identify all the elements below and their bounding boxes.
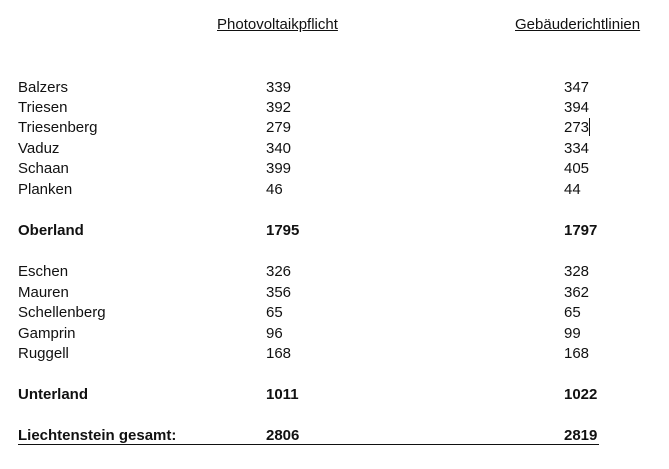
gebaeude-value: 44	[564, 181, 581, 198]
gebaeude-value: 328	[564, 263, 590, 280]
grand-total-label: Liechtenstein gesamt:	[18, 427, 177, 444]
gebaeude-grand-total: 2819	[564, 427, 598, 444]
table-row	[0, 78, 669, 98]
photovoltaik-value: 399	[266, 160, 292, 177]
photovoltaik-total: 1011	[266, 386, 299, 403]
photovoltaik-value: 168	[266, 345, 292, 362]
table-row	[0, 303, 669, 323]
municipality-name: Balzers	[18, 79, 69, 96]
region-name: Unterland	[18, 386, 89, 403]
table-row	[0, 118, 669, 138]
grand-total-underline	[18, 444, 599, 445]
header-photovoltaikpflicht: Photovoltaikpflicht	[217, 16, 338, 33]
photovoltaik-value: 46	[266, 181, 283, 198]
gebaeude-total: 1797	[564, 222, 598, 239]
municipality-name: Planken	[18, 181, 73, 198]
gebaeude-value: 362	[564, 284, 590, 301]
table-row	[0, 324, 669, 344]
table-row	[0, 180, 669, 200]
municipality-name: Schaan	[18, 160, 69, 177]
photovoltaik-value: 339	[266, 79, 292, 96]
gebaeude-value: 394	[564, 99, 590, 116]
gebaeude-value: 273	[564, 119, 590, 136]
municipality-name: Triesen	[18, 99, 68, 116]
gebaeude-value: 405	[564, 160, 590, 177]
gebaeude-value: 347	[564, 79, 590, 96]
photovoltaik-total: 1795	[266, 222, 300, 239]
photovoltaik-value: 96	[266, 325, 283, 342]
subtotal-row-unterland	[0, 385, 669, 405]
table-row	[0, 139, 669, 159]
municipality-name: Gamprin	[18, 325, 76, 342]
photovoltaik-value: 392	[266, 99, 292, 116]
gebaeude-value: 99	[564, 325, 581, 342]
table-row	[0, 344, 669, 364]
subtotal-row-oberland	[0, 221, 669, 241]
table-row	[0, 283, 669, 303]
gebaeude-value: 168	[564, 345, 590, 362]
text-cursor	[589, 118, 590, 136]
table-row	[0, 98, 669, 118]
region-name: Oberland	[18, 222, 84, 239]
municipality-name: Ruggell	[18, 345, 69, 362]
municipality-name: Triesenberg	[18, 119, 98, 136]
municipality-name: Eschen	[18, 263, 69, 280]
photovoltaik-value: 279	[266, 119, 292, 136]
header-gebaeuderichtlinien: Gebäuderichtlinien	[515, 16, 641, 33]
municipality-name: Schellenberg	[18, 304, 106, 321]
photovoltaik-value: 356	[266, 284, 292, 301]
photovoltaik-value: 65	[266, 304, 283, 321]
gebaeude-value: 334	[564, 140, 590, 157]
grand-total-row	[0, 426, 669, 446]
photovoltaik-grand-total: 2806	[266, 427, 300, 444]
table-row	[0, 159, 669, 179]
municipality-name: Vaduz	[18, 140, 60, 157]
gebaeude-value: 65	[564, 304, 581, 321]
municipality-name: Mauren	[18, 284, 69, 301]
photovoltaik-value: 326	[266, 263, 292, 280]
table-row	[0, 262, 669, 282]
gebaeude-total: 1022	[564, 386, 598, 403]
photovoltaik-value: 340	[266, 140, 292, 157]
